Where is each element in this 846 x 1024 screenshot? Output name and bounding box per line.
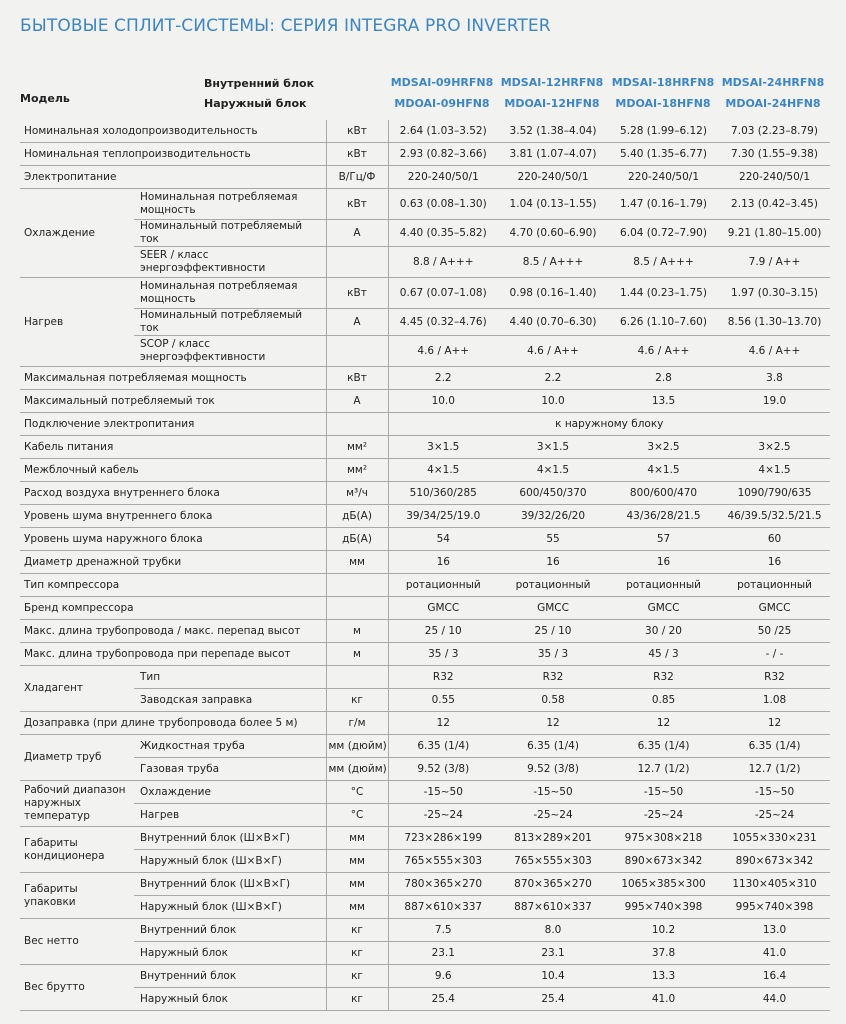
param-subname: Наружный блок (Ш×В×Г) bbox=[134, 850, 326, 873]
table-row bbox=[20, 735, 830, 758]
unit-cell: кг bbox=[326, 919, 388, 942]
value-cell: 25.4 bbox=[388, 988, 498, 1011]
value-cell: 800/600/470 bbox=[608, 482, 719, 505]
value-cell: 12 bbox=[498, 712, 608, 735]
table-row bbox=[20, 896, 830, 919]
value-cell: 7.9 / A++ bbox=[719, 247, 830, 278]
param-name: Расход воздуха внутреннего блока bbox=[20, 482, 326, 505]
value-cell: 8.5 / A+++ bbox=[608, 247, 719, 278]
value-cell: 0.85 bbox=[608, 689, 719, 712]
value-cell: 19.0 bbox=[719, 390, 830, 413]
param-subname: Газовая труба bbox=[134, 758, 326, 781]
value-cell: 4.70 (0.60–6.90) bbox=[498, 220, 608, 247]
value-cell: - / - bbox=[719, 643, 830, 666]
value-cell: 3.81 (1.07–4.07) bbox=[498, 143, 608, 166]
table-row bbox=[20, 166, 830, 189]
value-cell: 39/34/25/19.0 bbox=[388, 505, 498, 528]
table-row bbox=[20, 459, 830, 482]
table-row bbox=[20, 528, 830, 551]
value-cell: -15~50 bbox=[498, 781, 608, 804]
outdoor-model: MDOAI-24HFN8 bbox=[725, 97, 821, 110]
value-cell: 0.55 bbox=[388, 689, 498, 712]
value-cell: 16 bbox=[498, 551, 608, 574]
value-cell: GMCC bbox=[719, 597, 830, 620]
param-name: Подключение электропитания bbox=[20, 413, 326, 436]
value-cell: 813×289×201 bbox=[498, 827, 608, 850]
unit-cell bbox=[326, 413, 388, 436]
value-cell: 4×1.5 bbox=[498, 459, 608, 482]
unit-cell: мм bbox=[326, 850, 388, 873]
value-cell: 1.97 (0.30–3.15) bbox=[719, 278, 830, 309]
unit-cell: мм² bbox=[326, 459, 388, 482]
value-cell: 975×308×218 bbox=[608, 827, 719, 850]
value-cell: 12 bbox=[608, 712, 719, 735]
value-cell: 2.8 bbox=[608, 367, 719, 390]
unit-cell: г/м bbox=[326, 712, 388, 735]
param-name: Кабель питания bbox=[20, 436, 326, 459]
value-cell: 4.6 / A++ bbox=[719, 336, 830, 367]
param-subname: Внутренний блок (Ш×В×Г) bbox=[134, 827, 326, 850]
table-row bbox=[20, 247, 830, 278]
value-cell: 43/36/28/21.5 bbox=[608, 505, 719, 528]
param-subname: Тип bbox=[134, 666, 326, 689]
value-cell: 887×610×337 bbox=[388, 896, 498, 919]
value-cell: 765×555×303 bbox=[388, 850, 498, 873]
value-cell: 9.52 (3/8) bbox=[498, 758, 608, 781]
outdoor-model: MDOAI-18HFN8 bbox=[615, 97, 711, 110]
table-row bbox=[20, 220, 830, 247]
value-cell: 1.44 (0.23–1.75) bbox=[608, 278, 719, 309]
value-cell: 723×286×199 bbox=[388, 827, 498, 850]
unit-cell: м bbox=[326, 643, 388, 666]
param-name: Межблочный кабель bbox=[20, 459, 326, 482]
value-cell: 1090/790/635 bbox=[719, 482, 830, 505]
value-cell: 6.35 (1/4) bbox=[608, 735, 719, 758]
param-subname: Внутренний блок (Ш×В×Г) bbox=[134, 873, 326, 896]
value-cell: ротационный bbox=[719, 574, 830, 597]
value-cell: 887×610×337 bbox=[498, 896, 608, 919]
value-cell: 8.5 / A+++ bbox=[498, 247, 608, 278]
value-cell: 10.0 bbox=[388, 390, 498, 413]
value-cell: 10.4 bbox=[498, 965, 608, 988]
param-name: Тип компрессора bbox=[20, 574, 326, 597]
unit-cell: А bbox=[326, 309, 388, 336]
value-cell: 37.8 bbox=[608, 942, 719, 965]
param-subname: SEER / класс энергоэффективности bbox=[134, 247, 326, 278]
value-cell: 0.58 bbox=[498, 689, 608, 712]
value-cell: 0.63 (0.08–1.30) bbox=[388, 189, 498, 220]
table-row bbox=[20, 143, 830, 166]
value-cell: 3.52 (1.38–4.04) bbox=[498, 120, 608, 143]
value-cell: 890×673×342 bbox=[719, 850, 830, 873]
unit-cell bbox=[326, 574, 388, 597]
value-cell: 1055×330×231 bbox=[719, 827, 830, 850]
outdoor-model: MDOAI-09HFN8 bbox=[394, 97, 490, 110]
unit-cell: В/Гц/Ф bbox=[326, 166, 388, 189]
param-name: Диаметр дренажной трубки bbox=[20, 551, 326, 574]
value-cell: -25~24 bbox=[719, 804, 830, 827]
value-cell: 9.6 bbox=[388, 965, 498, 988]
table-row bbox=[20, 620, 830, 643]
indoor-model: MDSAI-09HRFN8 bbox=[390, 76, 494, 89]
value-cell: 995×740×398 bbox=[719, 896, 830, 919]
unit-cell: дБ(А) bbox=[326, 505, 388, 528]
value-cell: 23.1 bbox=[498, 942, 608, 965]
value-cell: 16 bbox=[719, 551, 830, 574]
param-group: Хладагент bbox=[20, 666, 134, 712]
value-cell: 4×1.5 bbox=[608, 459, 719, 482]
value-cell: 220-240/50/1 bbox=[719, 166, 830, 189]
unit-cell: кг bbox=[326, 988, 388, 1011]
value-cell: 870×365×270 bbox=[498, 873, 608, 896]
table-row bbox=[20, 482, 830, 505]
value-cell: 780×365×270 bbox=[388, 873, 498, 896]
value-cell: 4.6 / A++ bbox=[498, 336, 608, 367]
value-cell: 4×1.5 bbox=[719, 459, 830, 482]
table-row bbox=[20, 873, 830, 896]
table-row bbox=[20, 942, 830, 965]
unit-cell: кВт bbox=[326, 278, 388, 309]
value-cell: ротационный bbox=[388, 574, 498, 597]
value-cell: 10.2 bbox=[608, 919, 719, 942]
value-cell: 25 / 10 bbox=[388, 620, 498, 643]
value-cell: 1.47 (0.16–1.79) bbox=[608, 189, 719, 220]
value-cell: 16.4 bbox=[719, 965, 830, 988]
value-cell: 10.0 bbox=[498, 390, 608, 413]
value-cell: 3×2.5 bbox=[608, 436, 719, 459]
unit-cell: мм bbox=[326, 896, 388, 919]
value-cell: 8.56 (1.30–13.70) bbox=[719, 309, 830, 336]
param-subname: Номинальная потребляемая мощность bbox=[134, 189, 326, 220]
value-cell: 220-240/50/1 bbox=[608, 166, 719, 189]
value-cell: 1065×385×300 bbox=[608, 873, 719, 896]
model-label: Модель bbox=[20, 92, 70, 105]
value-cell: 7.5 bbox=[388, 919, 498, 942]
value-cell: 5.40 (1.35–6.77) bbox=[608, 143, 719, 166]
value-cell: 3×1.5 bbox=[388, 436, 498, 459]
value-cell: 6.26 (1.10–7.60) bbox=[608, 309, 719, 336]
param-name: Номинальная теплопроизводительность bbox=[20, 143, 326, 166]
value-cell: 16 bbox=[608, 551, 719, 574]
table-row bbox=[20, 988, 830, 1011]
value-cell: 4.6 / A++ bbox=[388, 336, 498, 367]
value-cell: 220-240/50/1 bbox=[498, 166, 608, 189]
value-cell: 12.7 (1/2) bbox=[719, 758, 830, 781]
value-cell: ротационный bbox=[608, 574, 719, 597]
value-cell: R32 bbox=[608, 666, 719, 689]
table-row bbox=[20, 436, 830, 459]
value-cell: 2.64 (1.03–3.52) bbox=[388, 120, 498, 143]
param-group: Габариты кондиционера bbox=[20, 827, 134, 873]
param-subname: Наружный блок bbox=[134, 988, 326, 1011]
unit-cell: дБ(А) bbox=[326, 528, 388, 551]
value-cell: 1.08 bbox=[719, 689, 830, 712]
table-row bbox=[20, 712, 830, 735]
value-cell: 30 / 20 bbox=[608, 620, 719, 643]
specs-body bbox=[20, 120, 830, 1011]
value-cell: 25.4 bbox=[498, 988, 608, 1011]
merged-value: к наружному блоку bbox=[388, 413, 830, 436]
value-cell: GMCC bbox=[608, 597, 719, 620]
value-cell: R32 bbox=[388, 666, 498, 689]
unit-cell: кг bbox=[326, 942, 388, 965]
table-row bbox=[20, 278, 830, 309]
param-subname: SCOP / класс энергоэффективности bbox=[134, 336, 326, 367]
param-name: Максимальная потребляемая мощность bbox=[20, 367, 326, 390]
indoor-unit-label: Внутренний блок bbox=[204, 77, 315, 90]
value-cell: 13.0 bbox=[719, 919, 830, 942]
value-cell: -25~24 bbox=[498, 804, 608, 827]
value-cell: 13.5 bbox=[608, 390, 719, 413]
value-cell: 7.30 (1.55–9.38) bbox=[719, 143, 830, 166]
param-subname: Охлаждение bbox=[134, 781, 326, 804]
value-cell: 35 / 3 bbox=[388, 643, 498, 666]
value-cell: 6.04 (0.72–7.90) bbox=[608, 220, 719, 247]
value-cell: R32 bbox=[719, 666, 830, 689]
param-group: Охлаждение bbox=[20, 189, 134, 278]
param-group: Вес нетто bbox=[20, 919, 134, 965]
value-cell: -25~24 bbox=[608, 804, 719, 827]
value-cell: 5.28 (1.99–6.12) bbox=[608, 120, 719, 143]
param-name: Макс. длина трубопровода / макс. перепад высот bbox=[20, 620, 326, 643]
param-subname: Внутренний блок bbox=[134, 919, 326, 942]
table-row bbox=[20, 574, 830, 597]
param-subname: Жидкостная труба bbox=[134, 735, 326, 758]
unit-cell: мм (дюйм) bbox=[326, 758, 388, 781]
param-name: Электропитание bbox=[20, 166, 326, 189]
param-name: Максимальный потребляемый ток bbox=[20, 390, 326, 413]
value-cell: 54 bbox=[388, 528, 498, 551]
value-cell: -15~50 bbox=[388, 781, 498, 804]
value-cell: R32 bbox=[498, 666, 608, 689]
indoor-model: MDSAI-18HRFN8 bbox=[611, 76, 715, 89]
unit-cell: кг bbox=[326, 965, 388, 988]
unit-cell: м³/ч bbox=[326, 482, 388, 505]
value-cell: 50 /25 bbox=[719, 620, 830, 643]
value-cell: 4.45 (0.32–4.76) bbox=[388, 309, 498, 336]
table-row bbox=[20, 804, 830, 827]
value-cell: ротационный bbox=[498, 574, 608, 597]
value-cell: 8.8 / A+++ bbox=[388, 247, 498, 278]
unit-cell: А bbox=[326, 220, 388, 247]
table-row bbox=[20, 666, 830, 689]
unit-cell: кВт bbox=[326, 120, 388, 143]
table-row bbox=[20, 850, 830, 873]
unit-cell bbox=[326, 336, 388, 367]
value-cell: 41.0 bbox=[719, 942, 830, 965]
param-group: Нагрев bbox=[20, 278, 134, 367]
value-cell: 12 bbox=[719, 712, 830, 735]
value-cell: 35 / 3 bbox=[498, 643, 608, 666]
value-cell: 60 bbox=[719, 528, 830, 551]
value-cell: 44.0 bbox=[719, 988, 830, 1011]
value-cell: GMCC bbox=[498, 597, 608, 620]
value-cell: 7.03 (2.23–8.79) bbox=[719, 120, 830, 143]
unit-cell: мм bbox=[326, 551, 388, 574]
indoor-model: MDSAI-12HRFN8 bbox=[500, 76, 604, 89]
value-cell: 45 / 3 bbox=[608, 643, 719, 666]
param-subname: Номинальный потребляемый ток bbox=[134, 309, 326, 336]
param-subname: Наружный блок (Ш×В×Г) bbox=[134, 896, 326, 919]
value-cell: 55 bbox=[498, 528, 608, 551]
param-subname: Нагрев bbox=[134, 804, 326, 827]
unit-cell: мм² bbox=[326, 436, 388, 459]
table-row bbox=[20, 309, 830, 336]
value-cell: 0.67 (0.07–1.08) bbox=[388, 278, 498, 309]
value-cell: 600/450/370 bbox=[498, 482, 608, 505]
table-row bbox=[20, 367, 830, 390]
value-cell: 39/32/26/20 bbox=[498, 505, 608, 528]
table-row bbox=[20, 189, 830, 220]
table-row bbox=[20, 919, 830, 942]
table-row bbox=[20, 551, 830, 574]
value-cell: 6.35 (1/4) bbox=[719, 735, 830, 758]
value-cell: GMCC bbox=[388, 597, 498, 620]
value-cell: 16 bbox=[388, 551, 498, 574]
param-name: Бренд компрессора bbox=[20, 597, 326, 620]
unit-cell: мм bbox=[326, 873, 388, 896]
value-cell: 8.0 bbox=[498, 919, 608, 942]
value-cell: 2.93 (0.82–3.66) bbox=[388, 143, 498, 166]
param-subname: Наружный блок bbox=[134, 942, 326, 965]
param-subname: Заводская заправка bbox=[134, 689, 326, 712]
outdoor-model: MDOAI-12HFN8 bbox=[504, 97, 600, 110]
param-name: Уровень шума наружного блока bbox=[20, 528, 326, 551]
value-cell: 3×1.5 bbox=[498, 436, 608, 459]
table-row bbox=[20, 827, 830, 850]
value-cell: 4.40 (0.70–6.30) bbox=[498, 309, 608, 336]
value-cell: 9.52 (3/8) bbox=[388, 758, 498, 781]
value-cell: -25~24 bbox=[388, 804, 498, 827]
param-name: Номинальная холодопроизводительность bbox=[20, 120, 326, 143]
value-cell: 41.0 bbox=[608, 988, 719, 1011]
unit-cell: мм bbox=[326, 827, 388, 850]
unit-cell: А bbox=[326, 390, 388, 413]
value-cell: 765×555×303 bbox=[498, 850, 608, 873]
param-subname: Номинальная потребляемая мощность bbox=[134, 278, 326, 309]
table-row bbox=[20, 689, 830, 712]
unit-cell bbox=[326, 247, 388, 278]
table-row bbox=[20, 643, 830, 666]
value-cell: 2.2 bbox=[498, 367, 608, 390]
table-row bbox=[20, 336, 830, 367]
value-cell: 995×740×398 bbox=[608, 896, 719, 919]
value-cell: -15~50 bbox=[719, 781, 830, 804]
value-cell: 220-240/50/1 bbox=[388, 166, 498, 189]
table-row bbox=[20, 597, 830, 620]
value-cell: 12 bbox=[388, 712, 498, 735]
value-cell: 1.04 (0.13–1.55) bbox=[498, 189, 608, 220]
table-header bbox=[0, 70, 846, 118]
value-cell: 4.40 (0.35–5.82) bbox=[388, 220, 498, 247]
unit-cell: °С bbox=[326, 804, 388, 827]
param-subname: Внутренний блок bbox=[134, 965, 326, 988]
value-cell: 25 / 10 bbox=[498, 620, 608, 643]
value-cell: 3.8 bbox=[719, 367, 830, 390]
value-cell: 46/39.5/32.5/21.5 bbox=[719, 505, 830, 528]
value-cell: 3×2.5 bbox=[719, 436, 830, 459]
unit-cell bbox=[326, 666, 388, 689]
value-cell: 9.21 (1.80–15.00) bbox=[719, 220, 830, 247]
param-group: Рабочий диапазон наружных температур bbox=[20, 781, 134, 827]
param-group: Габариты упаковки bbox=[20, 873, 134, 919]
specs-table bbox=[20, 120, 830, 1011]
unit-cell: кВт bbox=[326, 367, 388, 390]
page-title: БЫТОВЫЕ СПЛИТ-СИСТЕМЫ: СЕРИЯ INTEGRA PRO INVERTER bbox=[20, 16, 551, 36]
value-cell: 4×1.5 bbox=[388, 459, 498, 482]
value-cell: 4.6 / A++ bbox=[608, 336, 719, 367]
table-row bbox=[20, 781, 830, 804]
indoor-model: MDSAI-24HRFN8 bbox=[721, 76, 825, 89]
unit-cell: кг bbox=[326, 689, 388, 712]
param-name: Уровень шума внутреннего блока bbox=[20, 505, 326, 528]
value-cell: 57 bbox=[608, 528, 719, 551]
table-row bbox=[20, 120, 830, 143]
table-row bbox=[20, 758, 830, 781]
value-cell: -15~50 bbox=[608, 781, 719, 804]
unit-cell: мм (дюйм) bbox=[326, 735, 388, 758]
value-cell: 890×673×342 bbox=[608, 850, 719, 873]
unit-cell: м bbox=[326, 620, 388, 643]
unit-cell: кВт bbox=[326, 189, 388, 220]
table-row bbox=[20, 505, 830, 528]
param-name: Дозаправка (при длине трубопровода более 5 м) bbox=[20, 712, 326, 735]
value-cell: 12.7 (1/2) bbox=[608, 758, 719, 781]
outdoor-unit-label: Наружный блок bbox=[204, 97, 307, 110]
table-row bbox=[20, 413, 830, 436]
value-cell: 6.35 (1/4) bbox=[498, 735, 608, 758]
value-cell: 0.98 (0.16–1.40) bbox=[498, 278, 608, 309]
value-cell: 13.3 bbox=[608, 965, 719, 988]
param-group: Вес брутто bbox=[20, 965, 134, 1011]
unit-cell: кВт bbox=[326, 143, 388, 166]
value-cell: 6.35 (1/4) bbox=[388, 735, 498, 758]
table-row bbox=[20, 965, 830, 988]
value-cell: 510/360/285 bbox=[388, 482, 498, 505]
table-row bbox=[20, 390, 830, 413]
unit-cell: °С bbox=[326, 781, 388, 804]
value-cell: 1130×405×310 bbox=[719, 873, 830, 896]
param-group: Диаметр труб bbox=[20, 735, 134, 781]
value-cell: 23.1 bbox=[388, 942, 498, 965]
param-name: Макс. длина трубопровода при перепаде высот bbox=[20, 643, 326, 666]
param-subname: Номинальный потребляемый ток bbox=[134, 220, 326, 247]
value-cell: 2.13 (0.42–3.45) bbox=[719, 189, 830, 220]
value-cell: 2.2 bbox=[388, 367, 498, 390]
unit-cell bbox=[326, 597, 388, 620]
